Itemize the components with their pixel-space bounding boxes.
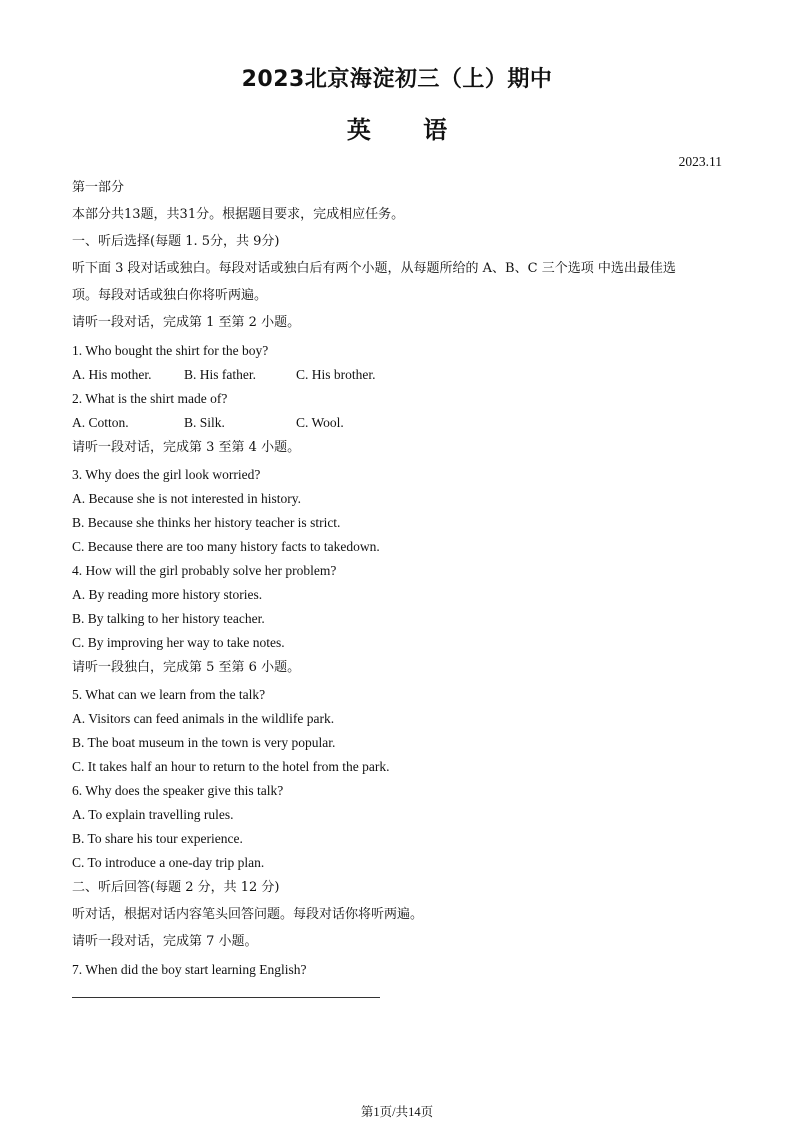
q6-option-b: B. To share his tour experience. [72, 831, 243, 846]
section1-heading: 一、听后选择(每题 1. 5分，共 9分) [72, 234, 280, 249]
q1-stem: 1. Who bought the shirt for the boy? [72, 343, 269, 358]
subject-title: 英 语 [346, 116, 448, 144]
q3-stem: 3. Why does the girl look worried? [72, 467, 261, 482]
q6-option-c: C. To introduce a one-day trip plan. [72, 855, 265, 870]
q5-stem: 5. What can we learn from the talk? [72, 687, 266, 702]
q2-option-c: C. Wool. [296, 415, 344, 430]
q3-option-a: A. Because she is not interested in history. [72, 491, 301, 506]
q7-stem: 7. When did the boy start learning English? [72, 962, 307, 977]
q1-option-c: C. His brother. [296, 367, 376, 382]
page-title: 2023北京海淀初三（上）期中 [241, 67, 553, 92]
q5-option-b: B. The boat museum in the town is very popular. [72, 735, 336, 750]
monologue-instruction: 请听一段独白，完成第 5 至第 6 小题。 [72, 660, 301, 675]
dialogue1-instruction: 请听一段对话，完成第 1 至第 2 小题。 [72, 315, 301, 330]
q4-stem: 4. How will the girl probably solve her problem? [72, 563, 337, 578]
q6-stem: 6. Why does the speaker give this talk? [72, 783, 284, 798]
q2-stem: 2. What is the shirt made of? [72, 391, 228, 406]
section1-instruction-line2: 项。每段对话或独白你将听两遍。 [72, 288, 268, 303]
section2-heading: 二、听后回答(每题 2 分，共 12 分) [72, 880, 280, 895]
q3-option-b: B. Because she thinks her history teacher is strict. [72, 515, 341, 530]
q2-option-a: A. Cotton. [72, 415, 129, 430]
q2-option-b: B. Silk. [184, 415, 225, 430]
q5-option-c: C. It takes half an hour to return to the hotel from the park. [72, 759, 390, 774]
section2-instruction: 听对话，根据对话内容笔头回答问题。每段对话你将听两遍。 [72, 907, 424, 922]
dialogue3-instruction: 请听一段对话，完成第 7 小题。 [72, 934, 258, 949]
q4-option-c: C. By improving her way to take notes. [72, 635, 285, 650]
q1-option-b: B. His father. [184, 367, 256, 382]
q1-option-a: A. His mother. [72, 367, 152, 382]
q6-option-a: A. To explain travelling rules. [72, 807, 234, 822]
q7-answer-line[interactable] [72, 997, 380, 998]
exam-date: 2023.11 [678, 154, 722, 169]
part-heading: 第一部分 [72, 180, 125, 195]
part-intro: 本部分共13题，共31分。根据题目要求，完成相应任务。 [72, 207, 405, 222]
q4-option-a: A. By reading more history stories. [72, 587, 263, 602]
page-number: 第1页/共14页 [360, 1105, 434, 1119]
q3-option-c: C. Because there are too many history facts to takedown. [72, 539, 380, 554]
section1-instruction-line1: 听下面 3 段对话或独白。每段对话或独白后有两个小题，从每题所给的 A、B、C 三个选项 中选出最佳选 [72, 261, 676, 276]
q5-option-a: A. Visitors can feed animals in the wildlife park. [72, 711, 335, 726]
dialogue2-instruction: 请听一段对话，完成第 3 至第 4 小题。 [72, 440, 301, 455]
q4-option-b: B. By talking to her history teacher. [72, 611, 265, 626]
